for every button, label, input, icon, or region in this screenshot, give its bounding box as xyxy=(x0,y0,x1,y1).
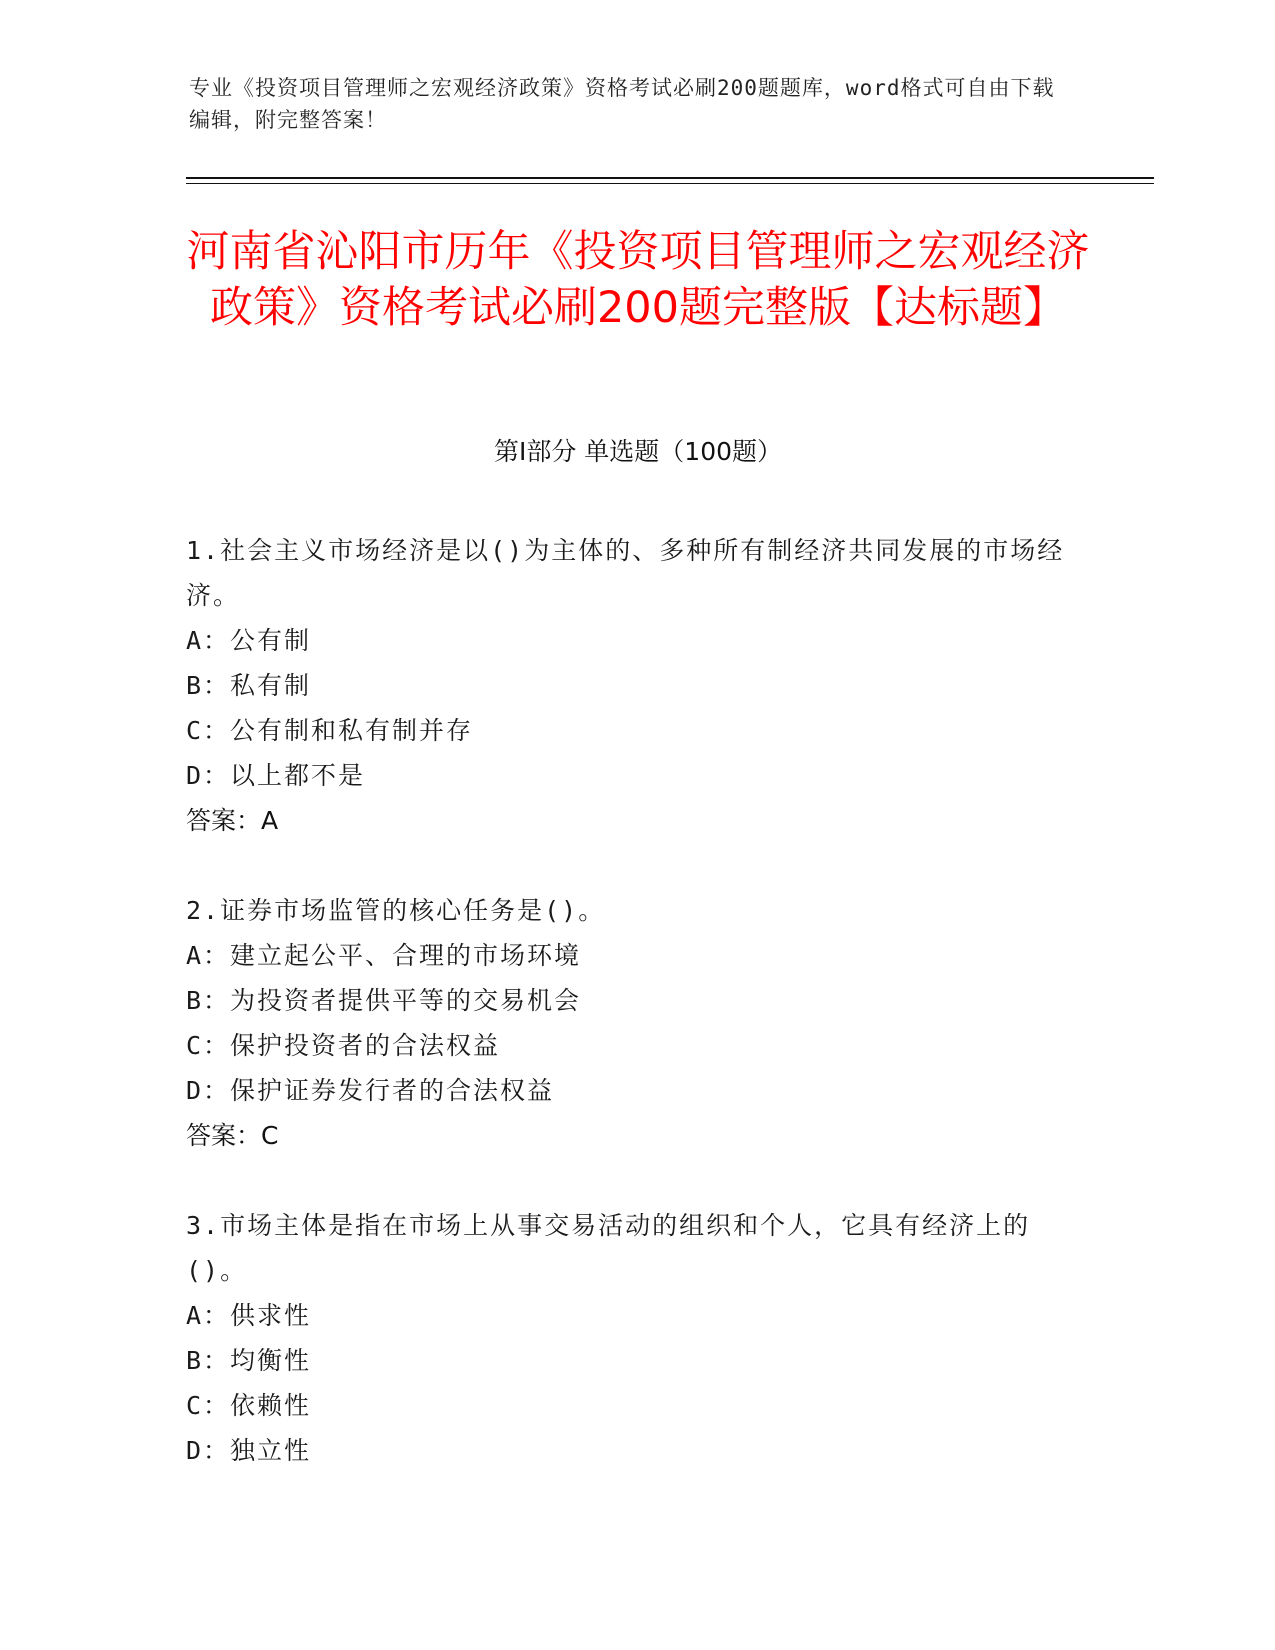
option-b: B：均衡性 xyxy=(186,1346,312,1375)
option-d: D：独立性 xyxy=(186,1436,312,1465)
answer-line: 答案：A xyxy=(186,806,279,835)
option-b: B：为投资者提供平等的交易机会 xyxy=(186,986,582,1015)
option-d: D：保护证券发行者的合法权益 xyxy=(186,1076,555,1105)
question-stem: 3.市场主体是指在市场上从事交易活动的组织和个人，它具有经济上的()。 xyxy=(186,1211,1031,1285)
question-list xyxy=(186,528,1066,1518)
option-a: A：公有制 xyxy=(186,626,312,655)
question-3 xyxy=(186,1203,1066,1473)
document-title: 河南省沁阳市历年《投资项目管理师之宏观经济政策》资格考试必刷200题完整版【达标题】 xyxy=(186,227,1090,333)
header-rule-thin xyxy=(186,183,1154,184)
option-c: C：保护投资者的合法权益 xyxy=(186,1031,501,1060)
question-stem: 1.社会主义市场经济是以()为主体的、多种所有制经济共同发展的市场经济。 xyxy=(186,536,1065,610)
question-1 xyxy=(186,528,1066,843)
header-note: 专业《投资项目管理师之宏观经济政策》资格考试必刷200题题库，word格式可自由下载编辑，附完整答案！ xyxy=(189,76,1055,132)
question-stem: 2.证券市场监管的核心任务是()。 xyxy=(186,896,606,925)
option-b: B：私有制 xyxy=(186,671,312,700)
option-a: A：建立起公平、合理的市场环境 xyxy=(186,941,582,970)
option-c: C：依赖性 xyxy=(186,1391,312,1420)
option-c: C：公有制和私有制并存 xyxy=(186,716,474,745)
option-d: D：以上都不是 xyxy=(186,761,366,790)
answer-line: 答案：C xyxy=(186,1121,279,1150)
header-rule-thick xyxy=(186,177,1154,179)
section-heading: 第I部分 单选题（100题） xyxy=(493,437,783,466)
question-2 xyxy=(186,888,1066,1158)
option-a: A：供求性 xyxy=(186,1301,312,1330)
